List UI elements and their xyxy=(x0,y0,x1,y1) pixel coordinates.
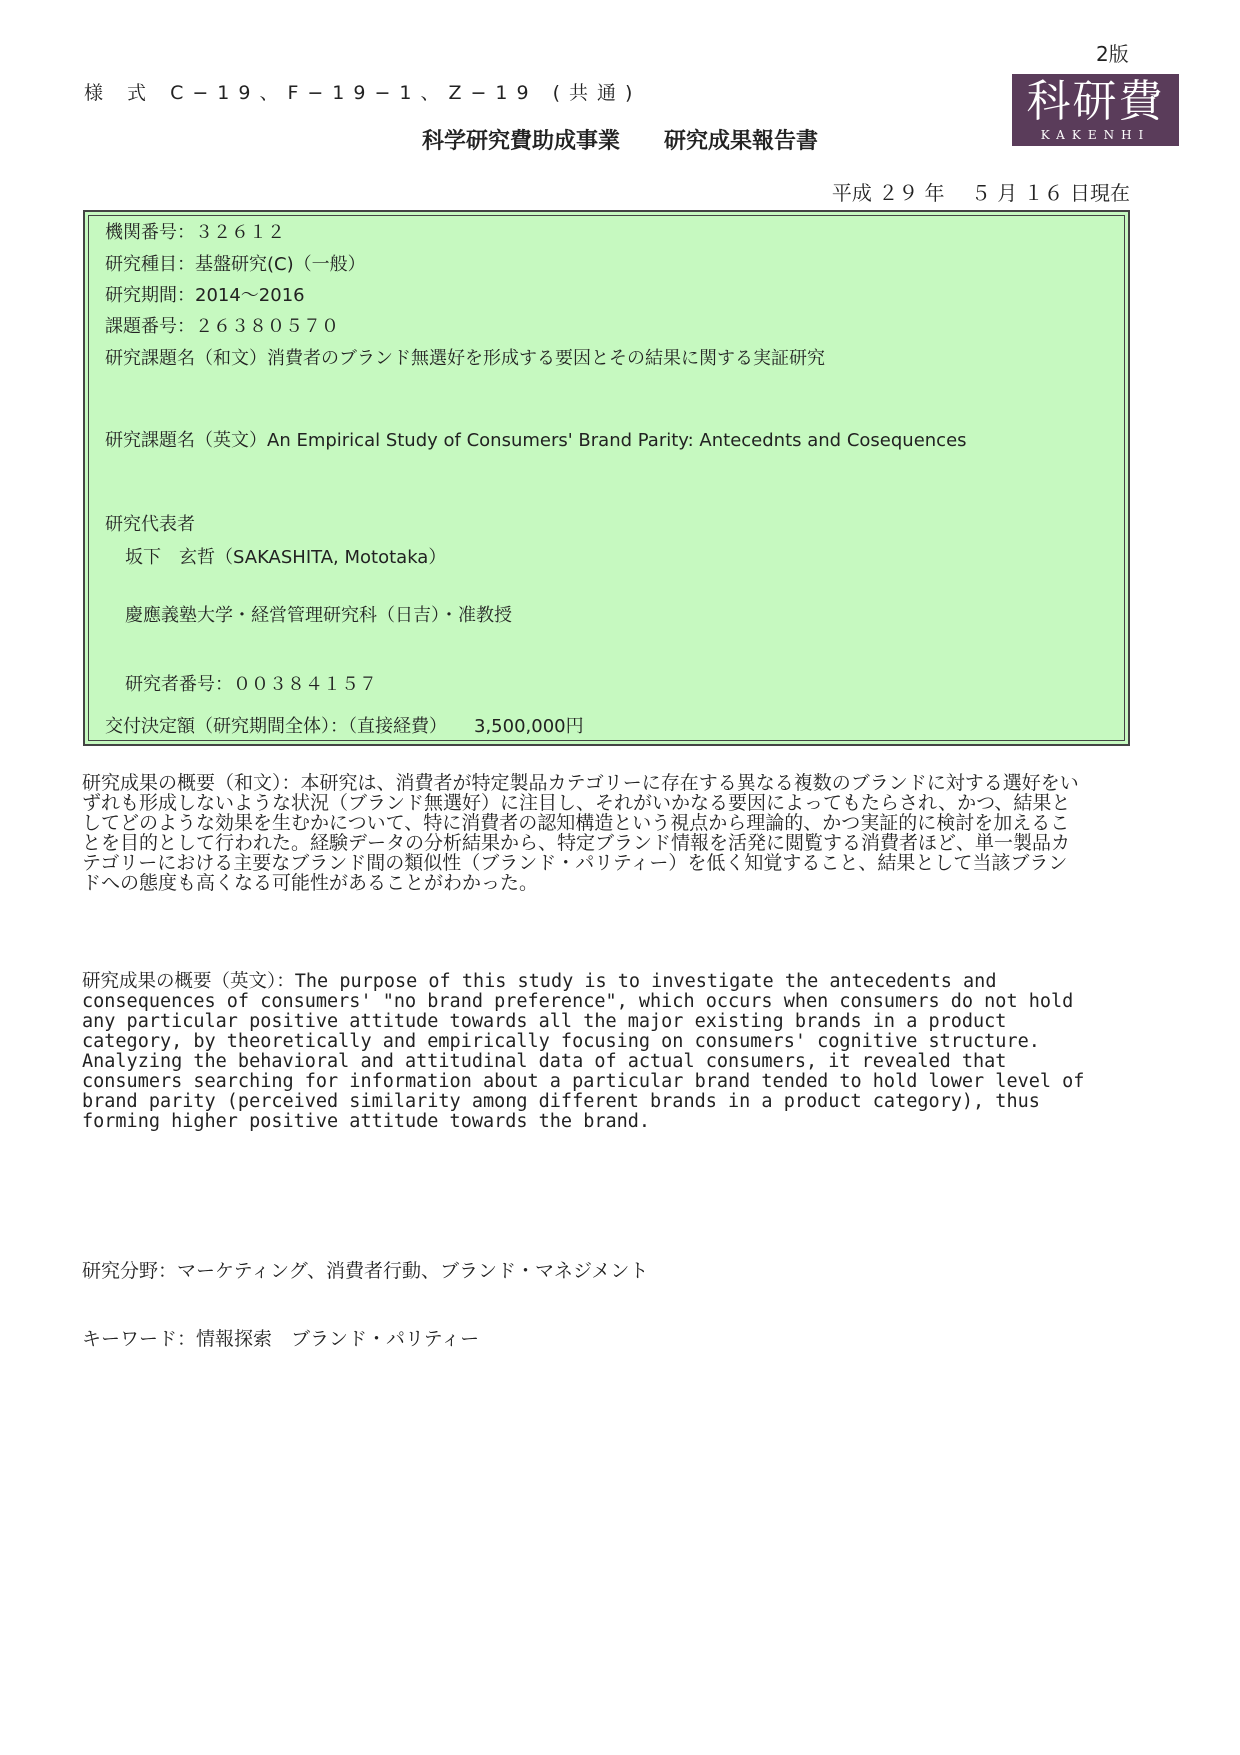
research-category: 研究種目：基盤研究(C)（一般） xyxy=(105,254,366,275)
project-title-en: 研究課題名（英文）An Empirical Study of Consumers' Brand Parity: Antecednts and Cosequences xyxy=(105,430,967,451)
summary-en-label: 研究成果の概要（英文）： xyxy=(82,971,295,992)
researcher-number: 研究者番号：００３８４１５７ xyxy=(125,674,377,695)
representative-name: 坂下 玄哲（SAKASHITA, Mototaka） xyxy=(125,547,447,568)
research-period: 研究期間：2014〜2016 xyxy=(105,285,305,306)
version-label: 2版 xyxy=(1096,42,1129,66)
summary-ja-text: 本研究は、消費者が特定製品カテゴリーに存在する異なる複数のブランドに対する選好をいずれも形成しないような状況（ブランド無選好）に注目し、それがいかなる要因によってもたらされ、かつ、結果としてどのような効果を生むかについて、特に消費者の認知構造という視点から理論的、かつ実証的に検討を加えることを目的として行われた。経験データの分析結果から、特定ブランド情報を活発に閲覧する消費者ほど、単一製品カテゴリーにおける主要なブランド間の類似性（ブランド・パリティー）を低く知覚すること、結果として当該ブランドへの態度も高くなる可能性があることがわかった。 xyxy=(82,772,1079,894)
summary-ja-label: 研究成果の概要（和文）： xyxy=(82,772,301,794)
research-field: 研究分野：マーケティング、消費者行動、ブランド・マネジメント xyxy=(82,1260,649,1282)
summary-en-text: The purpose of this study is to investigate the antecedents and consequences of consumers' "no brand preference", which occurs when consumers do not hold any particular positive attitude towards all the major existing brands in a product category, by theoretically and empirically focusing on consumers' cognitive structure. Analyzing the behavioral and attitudinal data of actual consumers, it revealed that consumers searching for information about a particular brand tended to hold lower level of brand parity (perceived similarity among different brands in a product category), thus forming higher positive attitude towards the brand. xyxy=(82,971,1085,1132)
project-title-ja: 研究課題名（和文）消費者のブランド無選好を形成する要因とその結果に関する実証研究 xyxy=(105,348,825,369)
representative-affiliation: 慶應義塾大学・経営管理研究科（日吉）・准教授 xyxy=(125,605,512,626)
project-number: 課題番号：２６３８０５７０ xyxy=(105,316,339,337)
institution-number: 機関番号：３２６１２ xyxy=(105,222,285,243)
summary-ja xyxy=(82,773,1082,893)
grant-amount: 交付決定額（研究期間全体）：（直接経費） 3,500,000円 xyxy=(105,716,584,737)
project-info-box xyxy=(83,210,1130,746)
logo-roman: KAKENHI xyxy=(1040,128,1151,142)
document-title: 科学研究費助成事業 研究成果報告書 xyxy=(421,129,818,154)
form-id: 様 式 C−19、F−19−1、Z−19 (共通) xyxy=(84,82,642,104)
logo-kanji: 科研費 xyxy=(1026,76,1165,127)
representative-label: 研究代表者 xyxy=(105,514,195,535)
keywords: キーワード：情報探索 ブランド・パリティー xyxy=(82,1328,480,1350)
report-date: 平成 ２９ 年 ５ 月 １６ 日現在 xyxy=(831,181,1130,205)
summary-en xyxy=(82,972,1092,1132)
